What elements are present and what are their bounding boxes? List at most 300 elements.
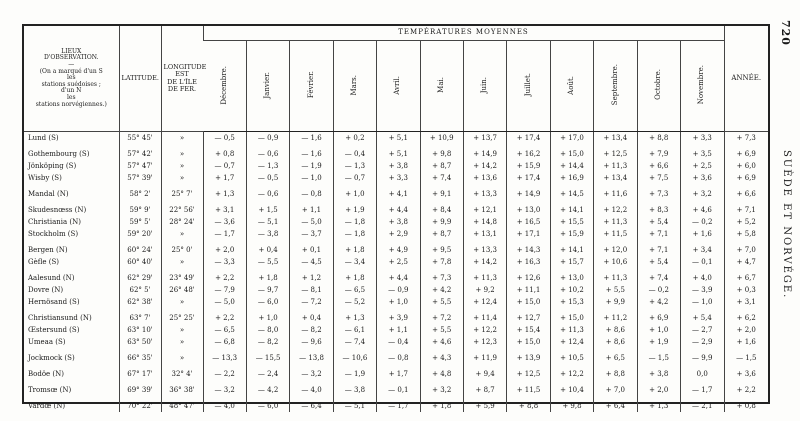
latitude-cell: 57° 39': [119, 172, 161, 184]
header-month-label: Juillet.: [523, 73, 532, 97]
month-temp-cell: + 16,9: [550, 172, 593, 184]
latitude-cell: 67° 17': [119, 368, 161, 380]
month-temp-cell: — 1,7: [680, 384, 724, 396]
month-temp-cell: — 15,5: [246, 352, 289, 364]
header-place-line: stations suédoises ;: [41, 80, 101, 88]
month-temp-cell: + 14,9: [463, 148, 506, 160]
month-temp-cell: + 13,0: [550, 272, 593, 284]
month-temp-cell: + 10,5: [550, 352, 593, 364]
month-temp-cell: + 9,4: [463, 368, 506, 380]
month-temp-cell: + 14,1: [550, 204, 593, 216]
month-temp-cell: + 4,6: [680, 204, 724, 216]
month-temp-cell: + 1,8: [246, 272, 289, 284]
month-temp-cell: — 1,3: [246, 160, 289, 172]
header-longitude-line: DE FER.: [167, 84, 197, 93]
latitude-cell: 58° 2': [119, 188, 161, 200]
month-temp-cell: — 1,8: [333, 216, 376, 228]
station-name: Tromsœ (N): [28, 386, 72, 394]
month-temp-cell: + 3,2: [420, 384, 463, 396]
month-temp-cell: — 0,9: [246, 132, 289, 145]
header-month-label: Août.: [567, 75, 576, 95]
month-temp-cell: + 8,6: [594, 324, 637, 336]
table-row: [24, 296, 768, 308]
month-temp-cell: + 12,7: [507, 312, 550, 324]
station-name: Bergen (N): [28, 246, 68, 254]
month-temp-cell: + 6,4: [594, 400, 637, 412]
month-temp-cell: + 2,0: [637, 384, 680, 396]
month-temp-cell: + 17,0: [550, 132, 593, 145]
month-temp-cell: — 4,0: [203, 400, 246, 412]
latitude-cell: 63° 7': [119, 312, 161, 324]
month-temp-cell: + 7,1: [637, 228, 680, 240]
month-temp-cell: — 5,0: [290, 216, 333, 228]
month-temp-cell: + 6,9: [637, 312, 680, 324]
latitude-cell: 63° 50': [119, 336, 161, 348]
month-temp-cell: — 0,5: [246, 172, 289, 184]
month-temp-cell: — 1,0: [290, 172, 333, 184]
month-temp-cell: + 8,4: [420, 204, 463, 216]
month-temp-cell: + 12,4: [550, 336, 593, 348]
month-temp-cell: + 3,2: [680, 188, 724, 200]
month-temp-cell: + 16,5: [507, 216, 550, 228]
month-temp-cell: + 17,4: [507, 132, 550, 145]
month-temp-cell: + 9,9: [594, 296, 637, 308]
month-temp-cell: — 6,0: [246, 296, 289, 308]
month-temp-cell: — 8,2: [246, 336, 289, 348]
month-temp-cell: + 13,3: [463, 244, 506, 256]
header-month-label: Avril.: [393, 75, 402, 95]
month-temp-cell: + 13,7: [463, 132, 506, 145]
year-temp-cell: + 6,2: [724, 312, 768, 324]
month-temp-cell: — 1,9: [290, 160, 333, 172]
month-temp-cell: — 8,2: [290, 324, 333, 336]
temperature-table: [22, 24, 770, 410]
header-month: [594, 41, 637, 132]
month-temp-cell: — 2,4: [246, 368, 289, 380]
month-temp-cell: + 14,2: [463, 160, 506, 172]
header-month-label: Février.: [306, 71, 315, 99]
month-temp-cell: + 11,5: [594, 228, 637, 240]
month-temp-cell: + 9,9: [420, 216, 463, 228]
month-temp-cell: + 8,3: [637, 204, 680, 216]
month-temp-cell: + 1,1: [290, 204, 333, 216]
month-temp-cell: + 5,1: [377, 148, 420, 160]
month-temp-cell: + 3,9: [377, 312, 420, 324]
header-place-line: (On a marqué d'un S: [39, 67, 103, 75]
month-temp-cell: + 13,0: [507, 204, 550, 216]
month-temp-cell: + 6,6: [637, 160, 680, 172]
longitude-cell: »: [161, 148, 203, 160]
month-temp-cell: — 1,6: [290, 148, 333, 160]
month-temp-cell: + 10,9: [420, 132, 463, 145]
table-body: [24, 132, 768, 413]
month-temp-cell: + 8,8: [507, 400, 550, 412]
table-row: [24, 336, 768, 348]
month-temp-cell: — 1,8: [333, 228, 376, 240]
year-temp-cell: + 7,0: [724, 244, 768, 256]
month-temp-cell: + 7,2: [420, 312, 463, 324]
month-temp-cell: — 9,6: [290, 336, 333, 348]
station-name: Christiansund (N): [28, 314, 92, 322]
header-month-label: Mars.: [350, 74, 359, 96]
month-temp-cell: + 0,8: [203, 148, 246, 160]
month-temp-cell: + 3,3: [377, 172, 420, 184]
month-temp-cell: — 0,2: [680, 216, 724, 228]
month-temp-cell: — 4,2: [246, 384, 289, 396]
month-temp-cell: + 14,3: [507, 244, 550, 256]
month-temp-cell: — 0,6: [246, 188, 289, 200]
month-temp-cell: + 15,9: [550, 228, 593, 240]
latitude-cell: 70° 22': [119, 400, 161, 412]
month-temp-cell: + 9,8: [550, 400, 593, 412]
year-temp-cell: + 0,8: [724, 400, 768, 412]
month-temp-cell: + 12,3: [463, 336, 506, 348]
month-temp-cell: — 0,9: [377, 284, 420, 296]
month-temp-cell: + 7,3: [637, 188, 680, 200]
month-temp-cell: + 1,8: [333, 244, 376, 256]
table-row: [24, 160, 768, 172]
month-temp-cell: + 7,0: [594, 384, 637, 396]
month-temp-cell: — 0,2: [637, 284, 680, 296]
month-temp-cell: — 6,5: [333, 284, 376, 296]
month-temp-cell: + 8,7: [420, 228, 463, 240]
month-temp-cell: — 0,1: [377, 384, 420, 396]
month-temp-cell: + 17,1: [507, 228, 550, 240]
month-temp-cell: + 8,8: [637, 132, 680, 145]
longitude-cell: 26° 48': [161, 284, 203, 296]
month-temp-cell: + 1,0: [246, 312, 289, 324]
month-temp-cell: + 12,0: [594, 244, 637, 256]
header-month-label: Juin.: [480, 76, 489, 94]
month-temp-cell: — 3,2: [290, 368, 333, 380]
latitude-cell: 66° 35': [119, 352, 161, 364]
month-temp-cell: — 3,9: [680, 284, 724, 296]
header-longitude-line: LONGITUDE: [163, 63, 207, 72]
month-temp-cell: + 11,5: [507, 384, 550, 396]
month-temp-cell: — 3,3: [203, 256, 246, 268]
longitude-cell: »: [161, 324, 203, 336]
month-temp-cell: — 1,3: [333, 160, 376, 172]
month-temp-cell: + 2,0: [203, 244, 246, 256]
month-temp-cell: — 1,5: [637, 352, 680, 364]
month-temp-cell: + 3,1: [203, 204, 246, 216]
month-temp-cell: + 4,9: [377, 244, 420, 256]
month-temp-cell: + 16,2: [507, 148, 550, 160]
header-place-line: d'un N: [61, 87, 82, 95]
month-temp-cell: + 14,9: [507, 188, 550, 200]
year-temp-cell: + 6,7: [724, 272, 768, 284]
table-row: [24, 256, 768, 268]
longitude-cell: 25° 25': [161, 312, 203, 324]
month-temp-cell: — 13,3: [203, 352, 246, 364]
latitude-cell: 63° 10': [119, 324, 161, 336]
header-month: [420, 41, 463, 132]
month-temp-cell: + 4,2: [637, 296, 680, 308]
header-month: [377, 41, 420, 132]
station-name: Hernösand (S): [28, 298, 80, 306]
month-temp-cell: + 13,9: [507, 352, 550, 364]
month-temp-cell: — 3,2: [203, 384, 246, 396]
header-month-label: Janvier.: [263, 71, 272, 99]
station-name: Stockholm (S): [28, 230, 79, 238]
month-temp-cell: — 7,9: [203, 284, 246, 296]
header-longitude-line: DE L'ÎLE: [167, 77, 197, 86]
latitude-cell: 59° 9': [119, 204, 161, 216]
month-temp-cell: + 5,4: [637, 256, 680, 268]
month-temp-cell: + 13,3: [463, 188, 506, 200]
longitude-cell: 23° 49': [161, 272, 203, 284]
month-temp-cell: — 3,8: [246, 228, 289, 240]
latitude-cell: 62° 29': [119, 272, 161, 284]
year-temp-cell: + 5,2: [724, 216, 768, 228]
header-month: [550, 41, 593, 132]
month-temp-cell: + 6,5: [594, 352, 637, 364]
longitude-cell: 25° 7': [161, 188, 203, 200]
month-temp-cell: — 3,6: [203, 216, 246, 228]
month-temp-cell: + 4,8: [420, 368, 463, 380]
month-temp-cell: + 0,1: [290, 244, 333, 256]
table-row: [24, 148, 768, 160]
longitude-cell: »: [161, 132, 203, 145]
month-temp-cell: + 1,3: [203, 188, 246, 200]
table-row: [24, 400, 768, 412]
month-temp-cell: + 0,4: [290, 312, 333, 324]
month-temp-cell: + 1,0: [333, 188, 376, 200]
station-name: Gothembourg (S): [28, 150, 90, 158]
month-temp-cell: + 4,4: [377, 204, 420, 216]
station-name: Gèfle (S): [28, 258, 60, 266]
year-temp-cell: + 6,9: [724, 172, 768, 184]
month-temp-cell: + 1,6: [680, 228, 724, 240]
month-temp-cell: + 5,5: [420, 324, 463, 336]
header-month-label: Novembre.: [697, 65, 706, 105]
latitude-cell: 57° 42': [119, 148, 161, 160]
station-name: Umeaa (S): [28, 338, 66, 346]
table-row: [24, 172, 768, 184]
month-temp-cell: + 7,1: [637, 244, 680, 256]
month-temp-cell: + 15,0: [550, 148, 593, 160]
month-temp-cell: + 1,7: [203, 172, 246, 184]
month-temp-cell: + 1,2: [290, 272, 333, 284]
month-temp-cell: + 16,3: [507, 256, 550, 268]
month-temp-cell: + 13,6: [463, 172, 506, 184]
month-temp-cell: + 13,4: [594, 132, 637, 145]
table-row: [24, 188, 768, 200]
running-title: SUÈDE ET NORVÉGE.: [781, 150, 792, 300]
page-number: 720: [779, 20, 792, 46]
latitude-cell: 69° 39': [119, 384, 161, 396]
longitude-cell: 28° 24': [161, 216, 203, 228]
month-temp-cell: — 0,8: [290, 188, 333, 200]
year-temp-cell: + 2,0: [724, 324, 768, 336]
latitude-cell: 60° 40': [119, 256, 161, 268]
station-name: Bodöe (N): [28, 370, 65, 378]
year-temp-cell: + 0,3: [724, 284, 768, 296]
month-temp-cell: — 0,8: [377, 352, 420, 364]
month-temp-cell: + 5,9: [463, 400, 506, 412]
month-temp-cell: — 7,2: [290, 296, 333, 308]
month-temp-cell: — 0,4: [333, 148, 376, 160]
month-temp-cell: — 6,4: [290, 400, 333, 412]
table-row: [24, 216, 768, 228]
year-temp-cell: + 5,8: [724, 228, 768, 240]
header-place-line: stations norvégiennes.): [35, 100, 107, 108]
month-temp-cell: + 12,6: [507, 272, 550, 284]
longitude-cell: »: [161, 296, 203, 308]
month-temp-cell: + 14,2: [463, 256, 506, 268]
month-temp-cell: — 6,5: [203, 324, 246, 336]
month-temp-cell: + 9,1: [420, 188, 463, 200]
table-row: [24, 132, 768, 145]
month-temp-cell: + 13,4: [594, 172, 637, 184]
month-temp-cell: — 1,0: [680, 296, 724, 308]
month-temp-cell: + 3,8: [377, 216, 420, 228]
month-temp-cell: + 1,9: [333, 204, 376, 216]
month-temp-cell: + 11,1: [507, 284, 550, 296]
header-month: [680, 41, 724, 132]
month-temp-cell: + 3,4: [680, 244, 724, 256]
month-temp-cell: — 8,0: [246, 324, 289, 336]
station-name: Dovre (N): [28, 286, 64, 294]
month-temp-cell: + 7,8: [420, 256, 463, 268]
month-temp-cell: + 1,0: [377, 296, 420, 308]
header-place-line: les: [66, 74, 76, 82]
year-temp-cell: + 6,9: [724, 148, 768, 160]
header-month-label: Septembre.: [610, 64, 619, 106]
month-temp-cell: — 0,4: [377, 336, 420, 348]
month-temp-cell: — 10,6: [333, 352, 376, 364]
month-temp-cell: — 5,1: [246, 216, 289, 228]
station-name: Jönköping (S): [28, 162, 77, 170]
station-name: Skudesnœss (N): [28, 206, 87, 214]
year-temp-cell: + 7,3: [724, 132, 768, 145]
month-temp-cell: + 1,7: [377, 368, 420, 380]
month-temp-cell: + 11,2: [594, 312, 637, 324]
month-temp-cell: — 9,7: [246, 284, 289, 296]
station-name: Wisby (S): [28, 174, 62, 182]
month-temp-cell: + 12,5: [594, 148, 637, 160]
month-temp-cell: + 12,4: [463, 296, 506, 308]
longitude-cell: »: [161, 336, 203, 348]
table-row: [24, 312, 768, 324]
month-temp-cell: + 7,4: [637, 272, 680, 284]
station-name: Œstersund (S): [28, 326, 80, 334]
month-temp-cell: — 5,1: [333, 400, 376, 412]
month-temp-cell: + 14,4: [550, 160, 593, 172]
month-temp-cell: + 2,2: [203, 272, 246, 284]
month-temp-cell: — 5,5: [246, 256, 289, 268]
longitude-cell: 25° 0': [161, 244, 203, 256]
month-temp-cell: + 1,9: [637, 336, 680, 348]
station-name: Lund (S): [28, 134, 59, 142]
month-temp-cell: + 15,0: [507, 336, 550, 348]
month-temp-cell: + 4,3: [420, 352, 463, 364]
table-row: [24, 284, 768, 296]
longitude-cell: 32° 4': [161, 368, 203, 380]
month-temp-cell: — 1,9: [333, 368, 376, 380]
month-temp-cell: — 2,1: [680, 400, 724, 412]
month-temp-cell: + 10,6: [594, 256, 637, 268]
month-temp-cell: + 5,5: [594, 284, 637, 296]
month-temp-cell: — 2,7: [680, 324, 724, 336]
month-temp-cell: + 15,4: [507, 324, 550, 336]
month-temp-cell: + 1,5: [246, 204, 289, 216]
month-temp-cell: + 4,6: [420, 336, 463, 348]
header-place-line: D'OBSERVATION.: [43, 54, 99, 62]
longitude-cell: »: [161, 228, 203, 240]
year-temp-cell: + 6,6: [724, 188, 768, 200]
month-temp-cell: + 11,3: [594, 272, 637, 284]
month-temp-cell: — 0,7: [333, 172, 376, 184]
header-month: [637, 41, 680, 132]
month-temp-cell: — 1,7: [203, 228, 246, 240]
month-temp-cell: + 1,1: [377, 324, 420, 336]
month-temp-cell: + 11,3: [550, 324, 593, 336]
longitude-cell: »: [161, 352, 203, 364]
month-temp-cell: + 1,8: [333, 272, 376, 284]
longitude-cell: »: [161, 172, 203, 184]
table-row: [24, 352, 768, 364]
longitude-cell: »: [161, 256, 203, 268]
latitude-cell: 62° 38': [119, 296, 161, 308]
month-temp-cell: 0,0: [680, 368, 724, 380]
latitude-cell: 60° 24': [119, 244, 161, 256]
month-temp-cell: + 11,9: [463, 352, 506, 364]
station-name: Vardœ (N): [28, 402, 66, 410]
latitude-cell: 59° 5': [119, 216, 161, 228]
month-temp-cell: + 1,3: [637, 400, 680, 412]
latitude-cell: 62° 5': [119, 284, 161, 296]
header-month: [290, 41, 333, 132]
month-temp-cell: — 0,6: [246, 148, 289, 160]
table-row: [24, 368, 768, 380]
longitude-cell: 36° 38': [161, 384, 203, 396]
month-temp-cell: + 11,3: [463, 272, 506, 284]
station-name: Aalesund (N): [28, 274, 75, 282]
header-latitude: LATITUDE.: [119, 26, 161, 132]
month-temp-cell: + 14,8: [463, 216, 506, 228]
month-temp-cell: + 5,4: [680, 312, 724, 324]
month-temp-cell: — 6,0: [246, 400, 289, 412]
year-temp-cell: + 4,7: [724, 256, 768, 268]
month-temp-cell: + 15,9: [507, 160, 550, 172]
month-temp-cell: + 11,6: [594, 188, 637, 200]
month-temp-cell: + 4,1: [377, 188, 420, 200]
month-temp-cell: + 9,8: [420, 148, 463, 160]
table-row: [24, 204, 768, 216]
longitude-cell: »: [161, 160, 203, 172]
month-temp-cell: + 2,5: [377, 256, 420, 268]
month-temp-cell: — 4,5: [290, 256, 333, 268]
year-temp-cell: + 7,1: [724, 204, 768, 216]
month-temp-cell: + 14,1: [550, 244, 593, 256]
month-temp-cell: + 5,1: [377, 132, 420, 145]
header-month: [463, 41, 506, 132]
year-temp-cell: + 2,2: [724, 384, 768, 396]
month-temp-cell: + 15,5: [550, 216, 593, 228]
table-row: [24, 228, 768, 240]
month-temp-cell: — 5,2: [333, 296, 376, 308]
month-temp-cell: + 12,5: [507, 368, 550, 380]
month-temp-cell: + 4,4: [377, 272, 420, 284]
month-temp-cell: — 3,7: [290, 228, 333, 240]
header-month: [507, 41, 550, 132]
month-temp-cell: + 12,2: [594, 204, 637, 216]
station-name: Christiania (N): [28, 218, 81, 226]
month-temp-cell: + 2,5: [680, 160, 724, 172]
month-temp-cell: + 1,8: [420, 400, 463, 412]
month-temp-cell: + 2,9: [377, 228, 420, 240]
